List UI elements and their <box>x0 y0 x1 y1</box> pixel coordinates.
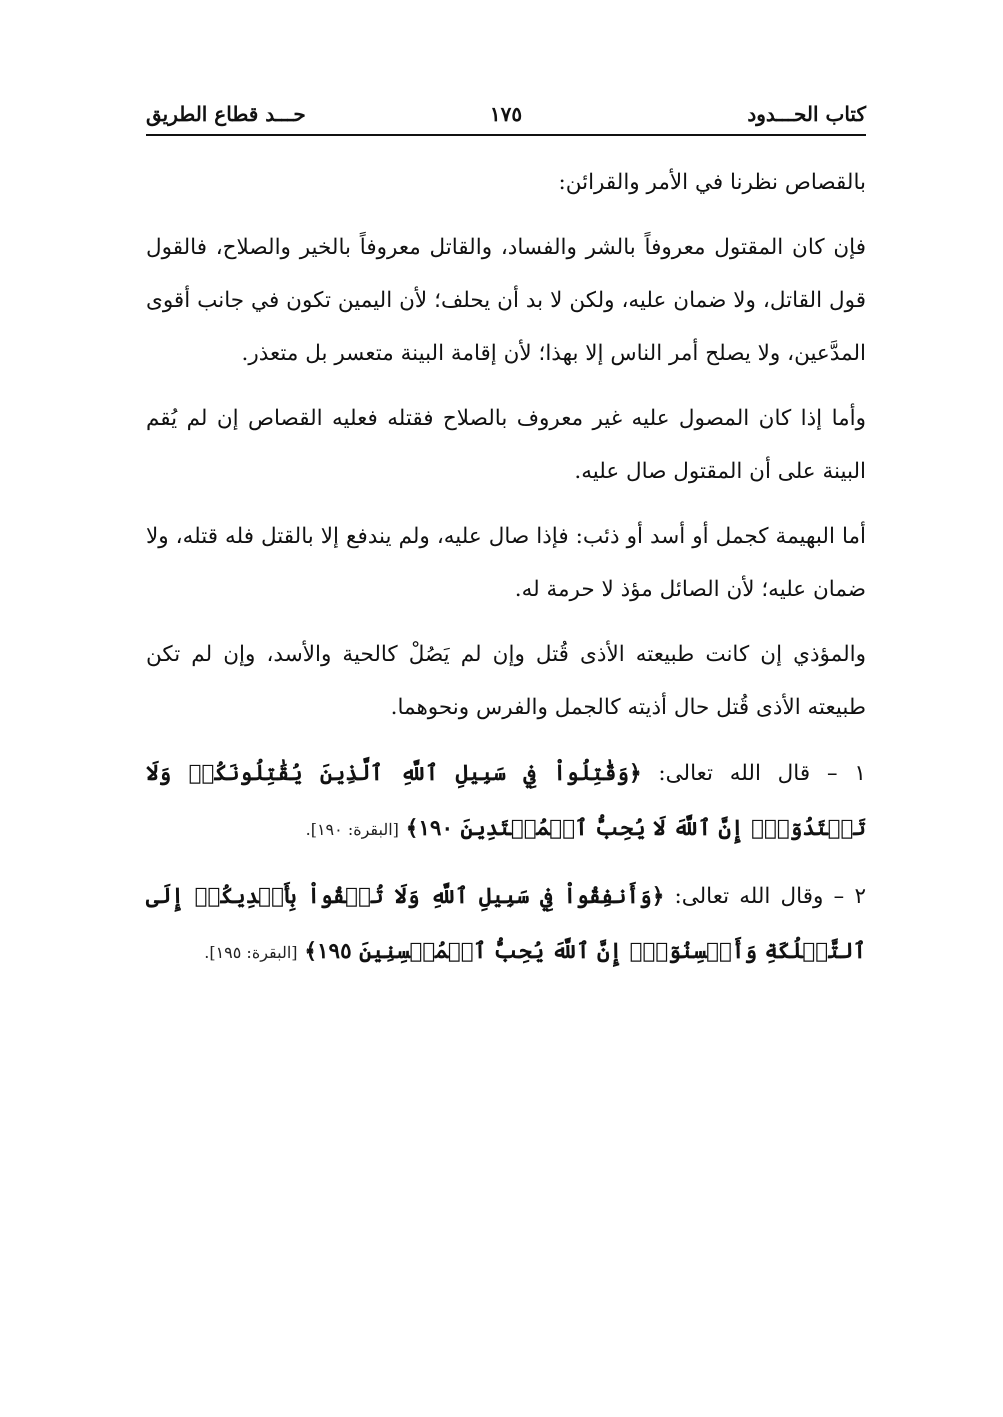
running-header <box>146 100 866 134</box>
chapter-title: حـــد قطاع الطريق <box>146 102 306 126</box>
item-number: ١ – <box>826 761 866 786</box>
verse-close-bracket: ﴾ <box>304 939 317 964</box>
paragraph-4: أما البهيمة كجمل أو أسد أو ذئب: فإذا صال عليه، ولم يندفع إلا بالقتل فله قتله، ولا ضمان عليه؛ لأن الصائل مؤذ لا حرمة له. <box>146 524 866 602</box>
verse-open-bracket: ﴿ <box>629 761 642 786</box>
evidence-item-2 <box>146 869 866 980</box>
evidence-item-1 <box>146 746 866 857</box>
verse-reference: [البقرة: ١٩٠]. <box>305 820 399 839</box>
page-number: ١٧٥ <box>489 102 523 126</box>
item-intro: وقال الله تعالى: <box>674 884 824 909</box>
paragraph-3: وأما إذا كان المصول عليه غير معروف بالصلاح فقتله فعليه القصاص إن لم يُقم البينة على أن المقتول صال عليه. <box>146 406 866 484</box>
paragraph-2: فإن كان المقتول معروفاً بالشر والفساد، والقاتل معروفاً بالخير والصلاح، فالقول قول القاتل، ولا ضمان عليه، ولكن لا بد أن يحلف؛ لأن اليمين تكون في جانب أقوى المدَّعين، ولا يصلح أمر الناس إلا بهذا؛ لأن إقامة البينة متعسر بل متعذر. <box>146 235 866 366</box>
quran-verse: وَأَنفِقُواْ فِي سَبِيلِ ٱللَّهِ وَلَا تُلۡقُواْ بِأَيۡدِيكُمۡ إِلَى ٱلتَّهۡلُكَةِ وَأَحۡسِنُوٓاْۚ إِنَّ ٱللَّهَ يُحِبُّ ٱلۡمُحۡسِنِينَ ١٩٥ <box>146 884 866 964</box>
header-divider <box>146 134 866 136</box>
item-intro: قال الله تعالى: <box>658 761 811 786</box>
verse-reference: [البقرة: ١٩٥]. <box>204 943 298 962</box>
page-body <box>146 156 866 992</box>
paragraph-5: والمؤذي إن كانت طبيعته الأذى قُتل وإن لم يَصُلْ كالحية والأسد، وإن لم تكن طبيعته الأذى قُتل حال أذيته كالجمل والفرس ونحوهما. <box>146 642 866 720</box>
book-title: كتاب الحـــدود <box>747 102 866 126</box>
verse-open-bracket: ﴿ <box>651 884 665 909</box>
paragraph-1: بالقصاص نظرنا في الأمر والقرائن: <box>558 170 866 195</box>
quran-verse: وَقَٰتِلُواْ فِي سَبِيلِ ٱللَّهِ ٱلَّذِينَ يُقَٰتِلُونَكُمۡ وَلَا تَعۡتَدُوٓاْۚ إِنَّ ٱللَّهَ لَا يُحِبُّ ٱلۡمُعۡتَدِينَ ١٩٠ <box>146 761 866 841</box>
item-number: ٢ – <box>833 884 867 909</box>
verse-close-bracket: ﴾ <box>405 816 419 841</box>
